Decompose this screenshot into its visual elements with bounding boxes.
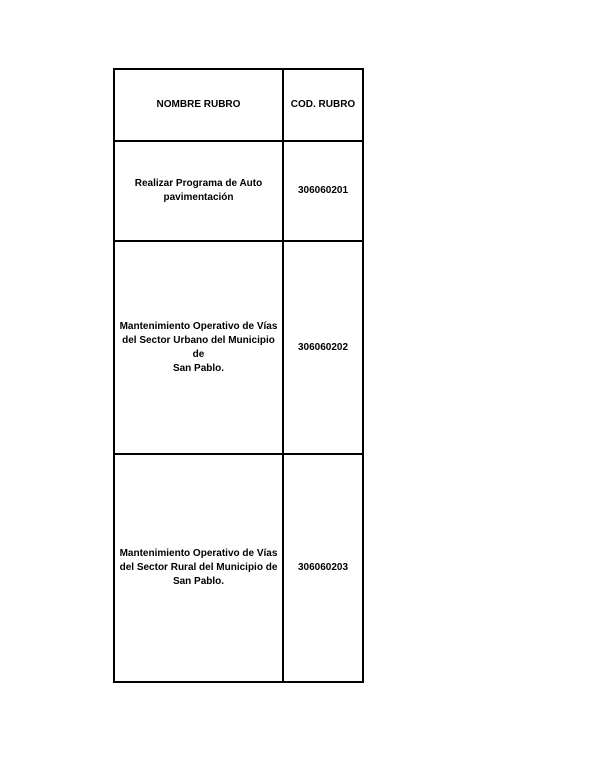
rubro-name: Mantenimiento Operativo de Vías del Sector Urbano del Municipio de San Pablo. — [119, 320, 278, 374]
rubro-code: 306060202 — [297, 341, 349, 353]
rubro-name-cell — [114, 141, 283, 241]
rubro-name-cell — [114, 454, 283, 682]
rubro-code: 306060201 — [297, 185, 349, 196]
rubro-code-cell — [283, 454, 363, 682]
table-row — [114, 454, 363, 682]
rubro-code: 306060203 — [297, 562, 349, 573]
table-row — [114, 141, 363, 241]
rubro-code-cell — [283, 241, 363, 454]
rubro-code-cell — [283, 141, 363, 241]
header-cod-rubro: COD. RUBRO — [283, 69, 363, 141]
table-header-row — [114, 69, 363, 141]
rubros-table — [113, 68, 364, 683]
rubro-name-cell — [114, 241, 283, 454]
rubro-name: Realizar Programa de Auto pavimentación — [134, 178, 263, 203]
table-row — [114, 241, 363, 454]
rubro-name: Mantenimiento Operativo de Vías del Sector Rural del Municipio de San Pablo. — [119, 548, 278, 587]
header-nombre-rubro: NOMBRE RUBRO — [114, 69, 283, 141]
